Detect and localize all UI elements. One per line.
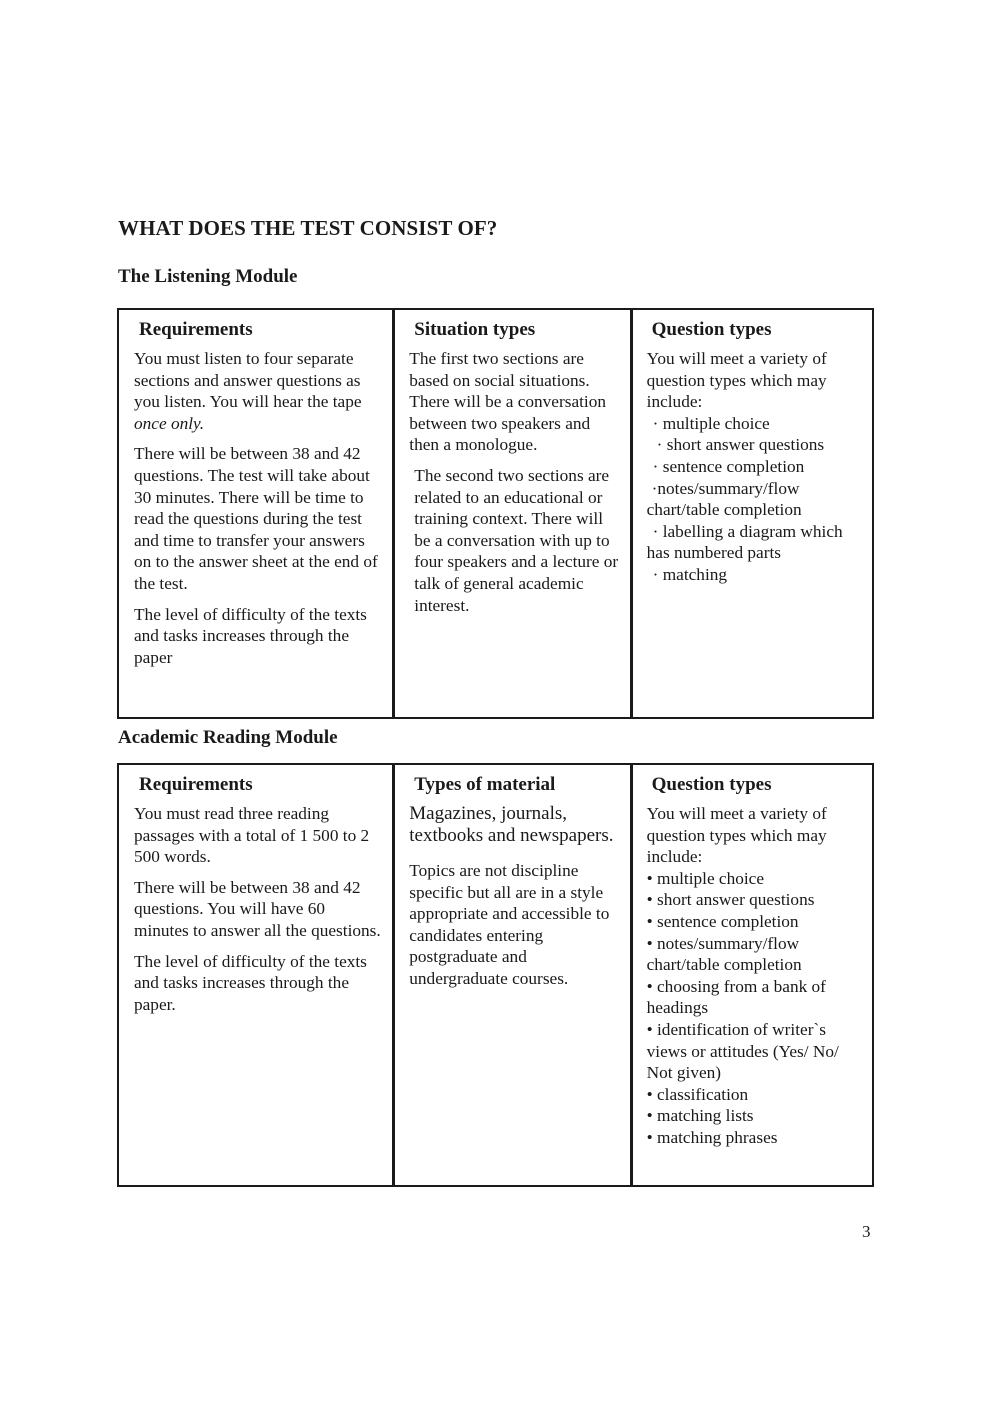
page-number: 3 [862,1222,871,1241]
list-item: • identification of writer`s views or attitudes (Yes/ No/ Not given) [646,1019,839,1083]
requirements-paragraph: The level of difficulty of the texts and tasks increases through the paper. [134,951,367,1014]
material-paragraph: Topics are not discipline specific but all are in a style appropriate and accessible to candidates entering postgraduate and undergraduate courses. [409,861,610,988]
list-item: • multiple choice [646,868,765,888]
listening-situation-types-column [392,310,629,717]
list-item: • short answer questions [646,890,815,910]
list-item: · labelling a diagram which has numbered parts [646,521,843,563]
listening-module-table [117,308,874,719]
reading-module-table [117,763,874,1187]
list-item: • sentence completion [646,911,799,931]
list-item: • notes/summary/flow chart/table completion [646,933,802,975]
situation-paragraph: The second two sections are related to an educational or training context. There will be a conversation with up to four speakers and a lecture or talk of general academic interest. [414,465,619,615]
list-item: • matching phrases [646,1127,778,1147]
column-heading: Situation types [414,319,536,340]
list-item: · matching [652,564,728,584]
requirements-paragraph [134,348,382,434]
list-item: · short answer questions [656,435,825,455]
listening-question-types-column [630,310,872,717]
column-heading: Types of material [414,774,556,795]
listening-module-heading: The Listening Module [118,266,298,287]
column-heading: Question types [651,319,772,340]
requirements-paragraph: There will be between 38 and 42 questions. The test will take about 30 minutes. There will be time to read the questions during the test and time to transfer your answers on to the answer sheet at the end of the test. [134,444,378,593]
material-paragraph: Magazines, journals, textbooks and newspapers. [409,803,614,846]
question-types-intro: You will meet a variety of question types which may include: [646,804,827,867]
list-item: • matching lists [646,1106,754,1126]
reading-types-of-material-column [392,765,629,1185]
list-item: • classification [646,1084,749,1104]
list-item: · sentence completion [652,456,805,476]
column-heading: Question types [651,774,772,795]
column-heading: Requirements [139,319,253,340]
reading-requirements-column [119,765,392,1185]
requirements-paragraph: You must read three reading passages with a total of 1 500 to 2 500 words. [134,804,370,867]
situation-paragraph: The first two sections are based on social situations. There will be a conversation between two speakers and then a monologue. [409,349,607,455]
list-item: · multiple choice [652,413,770,433]
question-types-intro: You will meet a variety of question types which may include: [646,349,827,412]
list-item: ·notes/summary/flow chart/table completion [646,478,802,520]
reading-question-types-column [630,765,872,1185]
list-item: • choosing from a bank of headings [646,976,826,1018]
column-heading: Requirements [139,774,253,795]
requirements-paragraph: There will be between 38 and 42 questions. You will have 60 minutes to answer all the questions. [134,877,381,940]
page-title: WHAT DOES THE TEST CONSIST OF? [118,216,498,240]
requirements-text: You must listen to four separate sections and answer questions as you listen. You will hear the tape [134,349,362,412]
requirements-paragraph: The level of difficulty of the texts and tasks increases through the paper [134,604,367,667]
emphasis-text: once only. [134,413,205,433]
listening-requirements-column [119,310,392,717]
reading-module-heading: Academic Reading Module [118,727,338,748]
